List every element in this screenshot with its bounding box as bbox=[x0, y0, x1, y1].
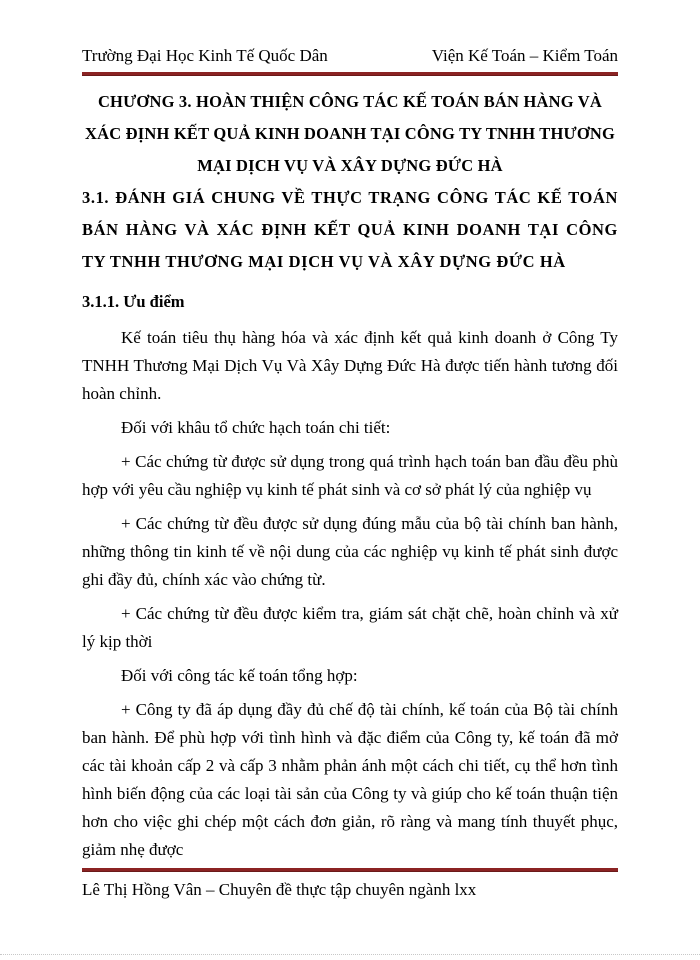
paragraph: Đối với công tác kế toán tổng hợp: bbox=[121, 666, 358, 685]
section-title: 3.1. ĐÁNH GIÁ CHUNG VỀ THỰC TRẠNG CÔNG TÁC KẾ TOÁN BÁN HÀNG VÀ XÁC ĐỊNH KẾT QUẢ KINH DOANH TẠI CÔNG TY TNHH THƯƠNG MẠI DỊCH VỤ VÀ XÂY DỰNG ĐỨC HÀ bbox=[82, 188, 618, 271]
header-institute: Viện Kế Toán – Kiểm Toán bbox=[431, 46, 618, 65]
paragraph: + Các chứng từ được sử dụng trong quá trình hạch toán ban đầu đều phù hợp với yêu cầu nghiệp vụ kinh tế phát sinh và cơ sở phát lý của nghiệp vụ bbox=[82, 452, 618, 499]
paragraph: + Công ty đã áp dụng đầy đủ chế độ tài chính, kế toán của Bộ tài chính ban hành. Để phù hợp với tình hình và đặc điểm của Công ty, kế toán đã mở các tài khoản cấp 2 và cấp 3 nhằm phản ánh một cách chi tiết, cụ thể hơn tình hình biến động của các loại tài sản của Công ty và giúp cho kế toán thuận tiện hơn cho việc ghi chép một cách đơn giản, rõ ràng và mang tính thuyết phục, giảm nhẹ được bbox=[82, 700, 618, 859]
header-university: Trường Đại Học Kinh Tế Quốc Dân bbox=[82, 46, 328, 65]
paragraph: Kế toán tiêu thụ hàng hóa và xác định kết quả kinh doanh ở Công Ty TNHH Thương Mại Dịch Vụ Và Xây Dựng Đức Hà được tiến hành tương đối hoàn chỉnh. bbox=[82, 328, 618, 403]
page-header bbox=[82, 40, 618, 66]
paragraph: + Các chứng từ đều được sử dụng đúng mẫu của bộ tài chính ban hành, những thông tin kinh tế về nội dung của các nghiệp vụ kinh tế phát sinh được ghi đầy đủ, chính xác vào chứng từ. bbox=[82, 514, 618, 589]
subsection-title: 3.1.1. Ưu điểm bbox=[82, 292, 185, 311]
chapter-title: CHƯƠNG 3. HOÀN THIỆN CÔNG TÁC KẾ TOÁN BÁN HÀNG VÀ XÁC ĐỊNH KẾT QUẢ KINH DOANH TẠI CÔNG TY TNHH THƯƠNG MẠI DỊCH VỤ VÀ XÂY DỰNG ĐỨC HÀ bbox=[84, 92, 616, 175]
page-edge-divider bbox=[0, 954, 700, 955]
paragraph: + Các chứng từ đều được kiểm tra, giám sát chặt chẽ, hoàn chỉnh và xử lý kịp thời bbox=[82, 604, 618, 651]
page-content bbox=[82, 86, 618, 864]
footer-rule bbox=[82, 868, 618, 872]
header-rule bbox=[82, 72, 618, 76]
paragraph: Đối với khâu tổ chức hạch toán chi tiết: bbox=[121, 418, 391, 437]
page-footer: Lê Thị Hồng Vân – Chuyên đề thực tập chuyên ngành lxx bbox=[82, 880, 477, 899]
